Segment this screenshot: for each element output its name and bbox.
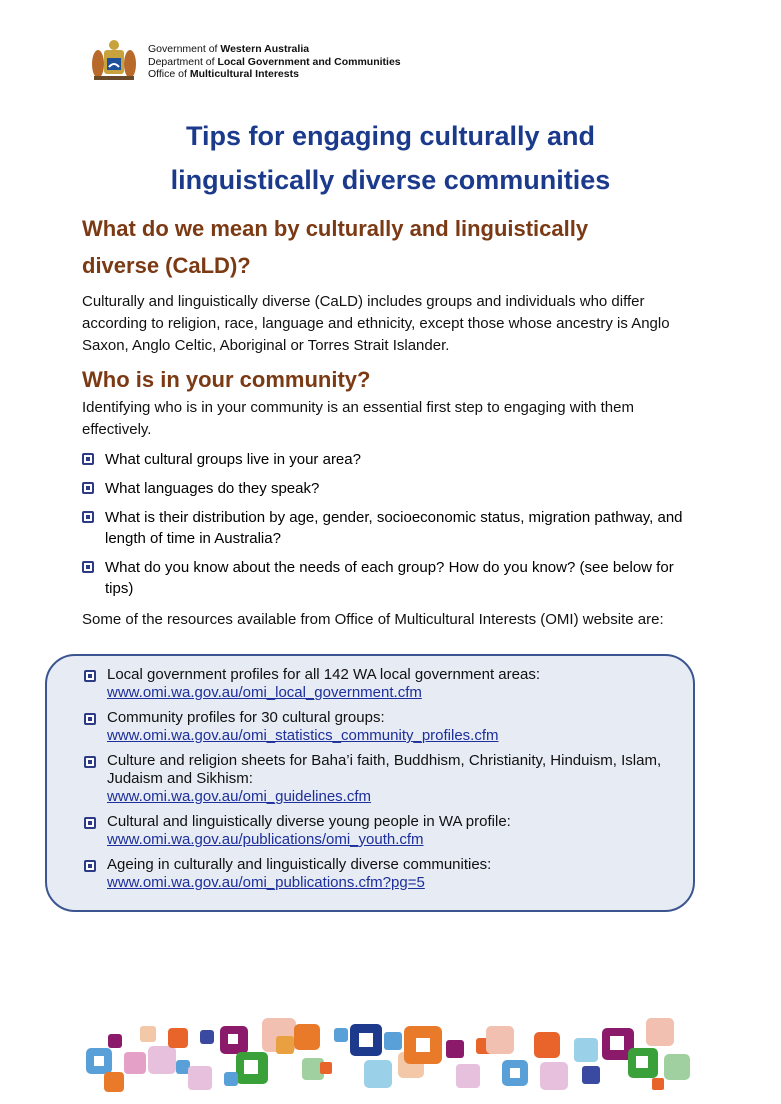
square-bullet-icon	[84, 860, 96, 872]
resource-item: Ageing in culturally and linguistically diverse communities: www.omi.wa.gov.au/omi_publications.cfm?pg=5	[84, 856, 694, 892]
square-bullet-icon	[84, 670, 96, 682]
resources-box	[45, 654, 695, 912]
resource-link[interactable]: www.omi.wa.gov.au/publications/omi_youth.cfm	[107, 831, 424, 848]
square-bullet-icon	[82, 511, 94, 523]
section-heading-community: Who is in your community?	[82, 367, 371, 392]
square-bullet-icon	[82, 453, 94, 465]
community-intro: Identifying who is in your community is an essential first step to engaging with them effectively.	[82, 399, 634, 438]
resource-link[interactable]: www.omi.wa.gov.au/omi_local_government.cfm	[107, 684, 422, 701]
government-header	[84, 36, 424, 86]
resource-link[interactable]: www.omi.wa.gov.au/omi_statistics_community_profiles.cfm	[107, 727, 499, 744]
resource-link[interactable]: www.omi.wa.gov.au/omi_publications.cfm?pg=5	[107, 874, 425, 891]
list-item: What languages do they speak?	[82, 478, 702, 499]
office-line: Office of Multicultural Interests	[148, 68, 299, 80]
square-bullet-icon	[84, 756, 96, 768]
resource-item: Cultural and linguistically diverse young people in WA profile: www.omi.wa.gov.au/publications/omi_youth.cfm	[84, 813, 694, 849]
decorative-squares-footer	[80, 1012, 700, 1104]
resource-list	[84, 666, 694, 899]
resources-intro: Some of the resources available from Office of Multicultural Interests (OMI) website are:	[82, 611, 664, 628]
square-bullet-icon	[82, 561, 94, 573]
government-lines	[148, 43, 401, 81]
square-bullet-icon	[84, 713, 96, 725]
resource-item: Community profiles for 30 cultural groups: www.omi.wa.gov.au/omi_statistics_community_profiles.cfm	[84, 709, 694, 745]
wa-coat-of-arms-icon	[84, 36, 144, 84]
department-line: Department of Local Government and Communities	[148, 55, 401, 68]
resource-link[interactable]: www.omi.wa.gov.au/omi_guidelines.cfm	[107, 788, 372, 805]
resource-item: Culture and religion sheets for Baha’i faith, Buddhism, Christianity, Hinduism, Islam, Judaism and Sikhism: www.omi.wa.gov.au/omi_guidelines.cfm	[84, 752, 694, 806]
question-list	[82, 449, 702, 607]
decorative-squares-icon	[86, 1018, 690, 1092]
page-title: Tips for engaging culturally and linguistically diverse communities	[170, 121, 611, 195]
square-bullet-icon	[84, 817, 96, 829]
square-bullet-icon	[82, 482, 94, 494]
list-item: What cultural groups live in your area?	[82, 449, 702, 470]
cald-definition: Culturally and linguistically diverse (CaLD) includes groups and individuals who differ according to religion, race, language and ethnicity, except those whose ancestry is Anglo Saxon, Anglo Celtic, Aboriginal or Torres Strait Islander.	[82, 293, 670, 354]
resource-item: Local government profiles for all 142 WA local government areas: www.omi.wa.gov.au/omi_local_government.cfm	[84, 666, 694, 702]
government-line: Government of Western Australia	[148, 43, 310, 55]
list-item: What is their distribution by age, gender, socioeconomic status, migration pathway, and length of time in Australia?	[82, 507, 702, 549]
section-heading-cald: What do we mean by culturally and linguistically diverse (CaLD)?	[82, 216, 589, 278]
list-item: What do you know about the needs of each group? How do you know? (see below for tips)	[82, 557, 702, 599]
